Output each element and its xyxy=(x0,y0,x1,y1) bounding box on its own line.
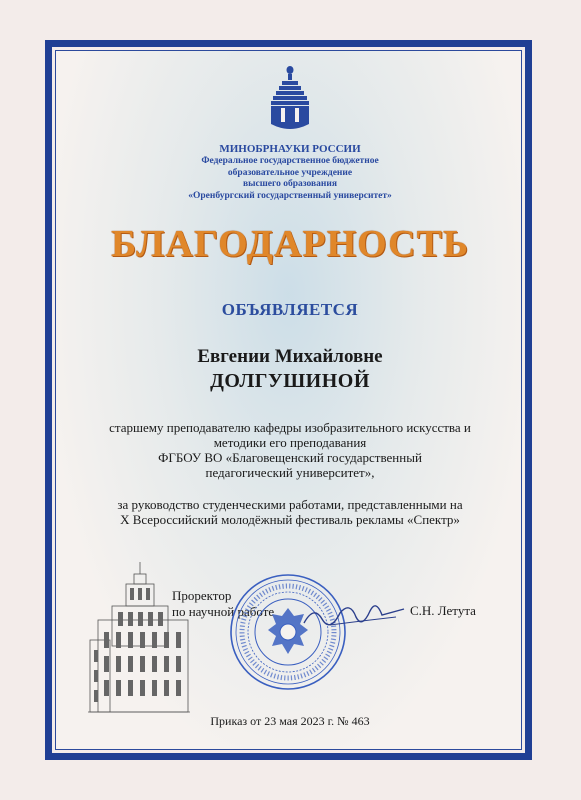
award-reason xyxy=(80,497,500,527)
org-line-3: образовательное учреждение xyxy=(227,167,353,178)
ministry-name: МИНОБРНАУКИ РОССИИ xyxy=(219,143,361,155)
signatory-title-line-2: по научной работе xyxy=(172,604,275,619)
handwritten-signature xyxy=(300,595,410,635)
recipient-last: ДОЛГУШИНОЙ xyxy=(210,370,370,392)
certificate-title: БЛАГОДАРНОСТЬ xyxy=(110,223,470,265)
org-line-5: «Оренбургский государственный университет» xyxy=(188,190,392,201)
signatory-name: С.Н. Летута xyxy=(410,603,476,618)
org-line-4: высшего образования xyxy=(243,179,337,189)
reason-line-2: X Всероссийский молодёжный фестиваль рекламы «Спектр» xyxy=(120,512,460,527)
order-reference: Приказ от 23 мая 2023 г. № 463 xyxy=(210,714,370,728)
position-line-2: методики его преподавания xyxy=(213,435,367,450)
reason-line-1: за руководство студенческими работами, представленными на xyxy=(117,497,463,512)
org-line-2: Федеральное государственное бюджетное xyxy=(201,156,379,166)
recipient-first-middle: Евгении Михайловне xyxy=(197,346,383,367)
signatory-title-line-1: Проректор xyxy=(172,588,232,603)
announce-text: ОБЪЯВЛЯЕТСЯ xyxy=(221,300,359,319)
building-illustration-icon xyxy=(88,560,190,720)
position-line-3: ФГБОУ ВО «Благовещенский государственный xyxy=(158,450,422,465)
position-line-4: педагогический университет», xyxy=(205,465,375,480)
position-line-1: старшему преподавателю кафедры изобразительного искусства и xyxy=(109,420,471,435)
recipient-position xyxy=(80,420,500,480)
organization-block xyxy=(100,143,480,202)
university-logo-icon xyxy=(269,64,311,134)
